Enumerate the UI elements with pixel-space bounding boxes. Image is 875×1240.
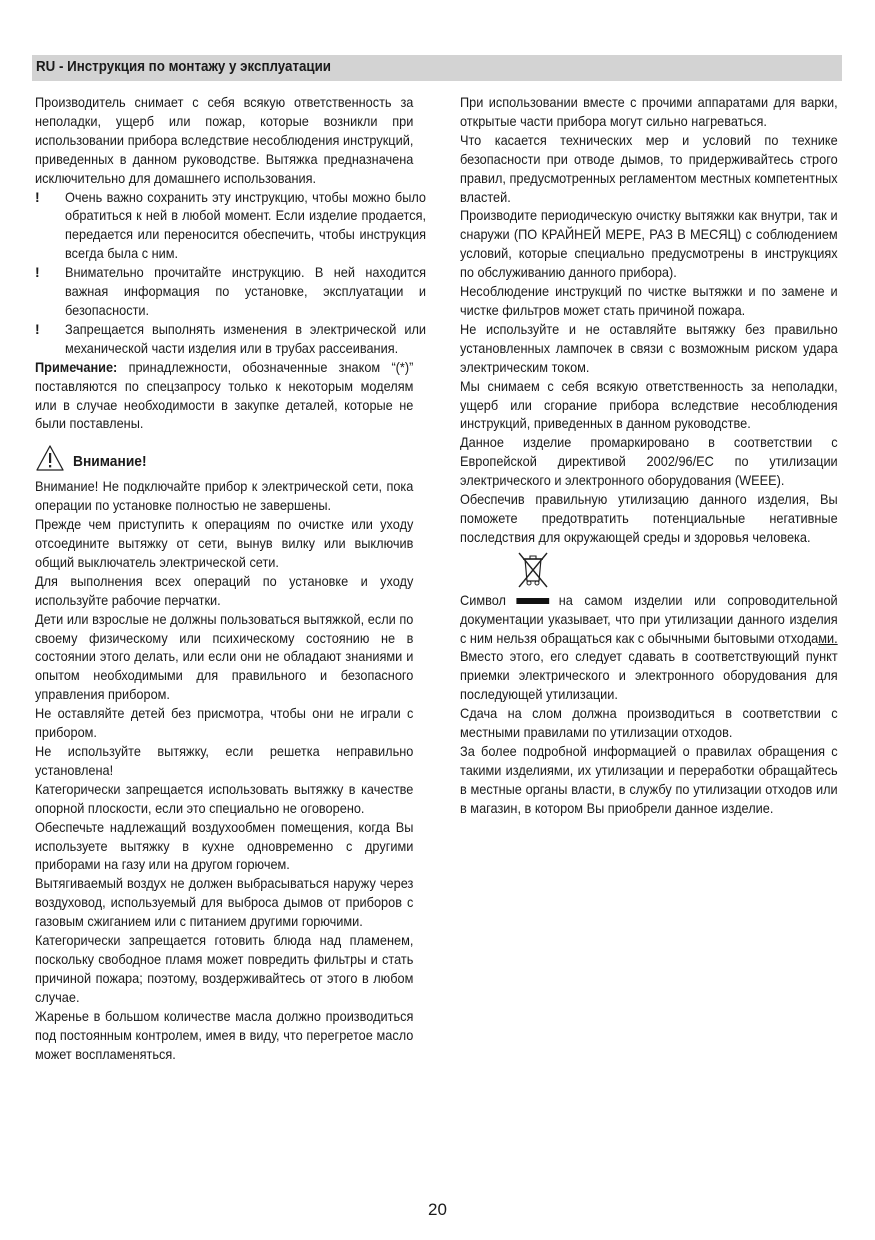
warning-list: [35, 188, 427, 358]
symbol-word: Символ: [460, 591, 506, 608]
attention-paragraph: Вытягиваемый воздух не должен выбрасываться наружу через воздуховод, используемый для выброса дымов от приборов с газовым сжиганием или с питанием другими горючими.: [35, 875, 414, 930]
attention-paragraph: Не оставляйте детей без присмотра, чтобы они не играли с прибором.: [35, 705, 414, 741]
attention-paragraph: Не используйте вытяжку, если решетка неправильно установлена!: [35, 743, 414, 778]
exclamation-mark: !: [35, 188, 40, 205]
body-paragraph: Что касается технических мер и условий по технике безопасности при отводе дымов, то придерживайтесь строго правил, предусмотренных регламентом местных компетентных властей.: [460, 131, 838, 205]
warning-item: [35, 320, 427, 358]
attention-paragraph: Обеспечьте надлежащий воздухообмен помещения, когда Вы используете вытяжку в кухне одновременно с другими приборами на газу или на другом горючем.: [35, 818, 414, 873]
note-label: Примечание:: [35, 358, 118, 375]
right-column: [460, 93, 838, 818]
warning-triangle-icon: [35, 444, 65, 472]
warning-item: [35, 188, 427, 264]
attention-paragraph: Дети или взрослые не должны пользоваться вытяжкой, если по своему физическому или психическому состоянию не в состоянии этого делать, или если они не обладают знаниями и опытом необходимыми для правильного и безопасного управления прибором.: [35, 610, 414, 703]
body-paragraph: За более подробной информацией о правилах обращения с такими изделиями, их утилизации и переработки обращайтесь в местные органы власти, в службу по утилизации отходов или в магазин, в котором Вы приобрели данное изделие.: [460, 743, 838, 816]
body-paragraph: Обеспечив правильную утилизацию данного изделия, Вы поможете предотвратить потенциальные негативные последствия для окружающей среды и здоровья человека.: [460, 491, 838, 545]
body-paragraph: Не используйте и не оставляйте вытяжку без правильно установленных лампочек в связи с возможным риском удара электрическим током.: [460, 320, 838, 375]
symbol-text-rest: Вместо этого, его следует сдавать в соответствующий пункт приемки электрического и электронного оборудования для последующей утилизации.: [460, 648, 838, 703]
page-number: 20: [428, 1200, 447, 1219]
body-paragraph: Несоблюдение инструкций по чистке вытяжки и по замене и чистке фильтров может стать причиной пожара.: [460, 283, 838, 318]
attention-title: Внимание!: [73, 452, 147, 470]
intro-paragraph: Производитель снимает с себя всякую ответственность за неполадки, ущерб или пожар, которые возникли при использовании прибора вследствие несоблюдения инструкций, приведенных в данном руководстве. Вытяжка предназначена исключительно для домашнего использования.: [35, 94, 414, 186]
section-header-bar: [32, 55, 842, 81]
weee-bar-icon: [517, 598, 550, 604]
crossed-out-bin-icon: [515, 549, 551, 589]
warning-text: Запрещается выполнять изменения в электрической или механической части изделия или в трубах рассеивания.: [65, 320, 427, 356]
exclamation-mark: !: [35, 320, 40, 337]
warning-text: Очень важно сохранить эту инструкцию, чтобы можно было обратиться к ней в любой момент. Если изделие продается, передается или переносится обеспечить, чтобы инструкция всегда была с ним.: [65, 188, 427, 262]
body-paragraph: Данное изделие промаркировано в соответствии с Европейской директивой 2002/96/EC по утилизации электрического и электронного оборудования (WEEE).: [460, 434, 838, 489]
warning-item: [35, 263, 427, 320]
weee-symbol-area: [460, 547, 838, 591]
body-paragraph: Сдача на слом должна производиться в соответствии с местными правилами по утилизации отходов.: [460, 705, 838, 741]
note-text: принадлежности, обозначенные знаком “(*)” поставляются по спецзапросу только к некоторым моделям или в случае необходимости в закупке деталей, которые не были поставлены.: [35, 358, 414, 432]
attention-paragraph: Прежде чем приступить к операциям по очистке или уходу отсоедините вытяжку от сети, вынув вилку или выключив общий выключатель электрической сети.: [35, 516, 414, 570]
warning-text: Внимательно прочитайте инструкцию. В ней находится важная информация по установке, эксплуатации и безопасности.: [65, 264, 427, 318]
body-paragraph: Мы снимаем с себя всякую ответственность за неполадки, ущерб или сгорание прибора вследствие несоблюдения инструкций, приведенных в данном руководстве.: [460, 377, 838, 432]
attention-paragraph: Жаренье в большом количестве масла должно производиться под постоянным контролем, имея в виду, что перегретое масло может воспламеняться.: [35, 1007, 414, 1062]
left-column: [35, 93, 427, 1063]
body-paragraph: Производите периодическую очистку вытяжки как внутри, так и снаружи (ПО КРАЙНЕЙ МЕРЕ, РАЗ В МЕСЯЦ) с соблюдением условий, которые специально предусмотрены в инструкциях по обслуживанию данного прибора).: [460, 207, 838, 281]
attention-heading: [35, 439, 413, 477]
section-title: RU - Инструкция по монтажу у эксплуатации: [36, 59, 332, 75]
attention-paragraph: Внимание! Не подключайте прибор к электрической сети, пока операции по установке полностью не завершены.: [35, 478, 414, 514]
exclamation-mark: !: [35, 264, 40, 281]
attention-paragraph: Категорически запрещается готовить блюда над пламенем, поскольку свободное пламя может повредить фильтры и стать причиной пожара; поэтому, воздерживайтесь от этого в любом случае.: [35, 932, 414, 1005]
attention-paragraph: Для выполнения всех операций по установке и уходу используйте рабочие перчатки.: [35, 572, 414, 608]
attention-paragraph: Категорически запрещается использовать вытяжку в качестве опорной плоскости, если это специально не оговорено.: [35, 780, 414, 816]
body-paragraph: При использовании вместе с прочими аппаратами для варки, открытые части прибора могут сильно нагреваться.: [460, 94, 838, 129]
symbol-text: на самом изделии или сопроводительной документации указывает, что при утилизации данного изделия с ним нельзя обращаться как с обычными бытовыми отхода: [460, 591, 838, 646]
symbol-text-underlined: ми.: [818, 629, 838, 646]
note-paragraph: [35, 358, 413, 434]
weee-symbol-paragraph: [460, 591, 838, 704]
